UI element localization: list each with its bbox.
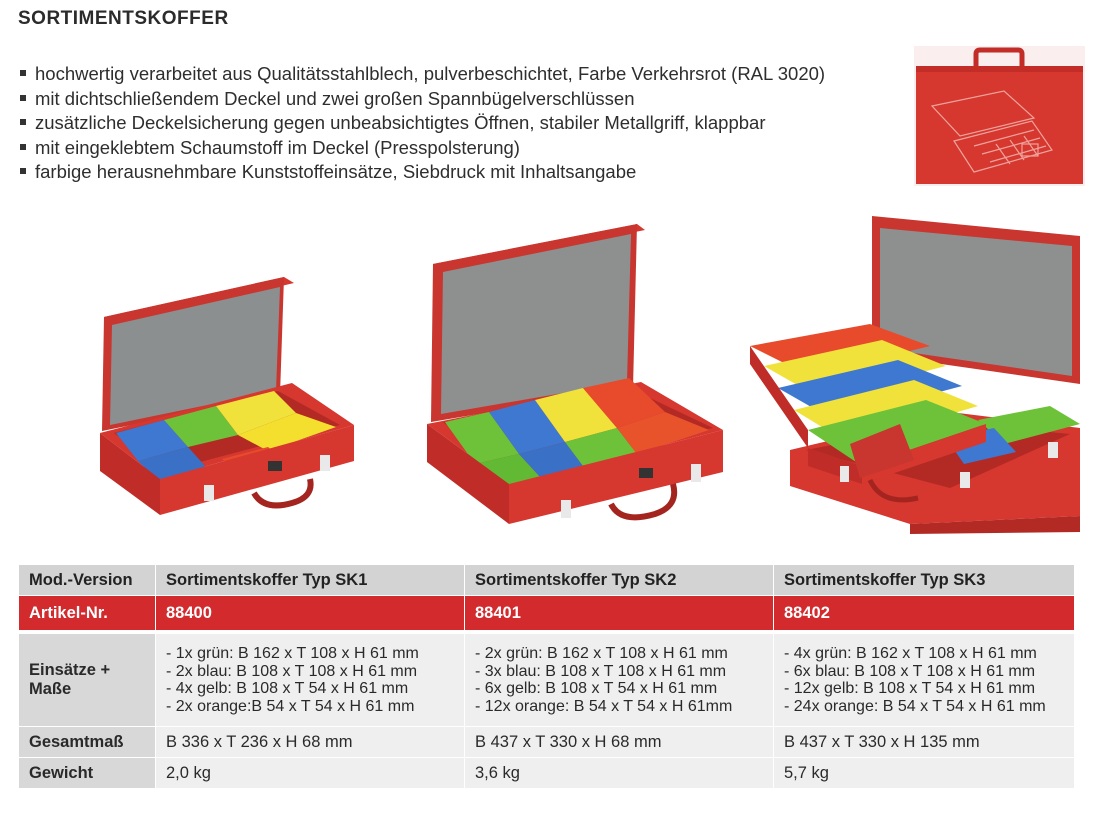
weight-sk2: 3,6 kg [465,758,774,789]
header-sk3: Sortimentskoffer Typ SK3 [774,565,1075,596]
feature-list [20,62,825,185]
case-sk2-image [423,222,725,540]
weight-sk3: 5,7 kg [774,758,1075,789]
bullet-icon [20,144,26,150]
total-size-sk2: B 437 x T 330 x H 68 mm [465,727,774,758]
insert-line: - 6x blau: B 108 x T 108 x H 61 mm [784,662,1036,680]
bullet-icon [20,119,26,125]
inserts-row [19,632,1075,727]
page-title: SORTIMENTSKOFFER [18,8,229,29]
insert-line: - 3x blau: B 108 x T 108 x H 61 mm [475,662,727,680]
feature-item: mit dichtschließendem Deckel und zwei großen Spannbügelverschlüssen [20,87,825,112]
header-label: Mod.-Version [19,565,156,596]
insert-line: - 2x grün: B 162 x T 108 x H 61 mm [475,645,728,662]
insert-line: - 4x gelb: B 108 x T 54 x H 61 mm [166,680,409,697]
bullet-icon [20,95,26,101]
feature-item: mit eingeklebtem Schaumstoff im Deckel (Presspolsterung) [20,136,825,161]
weight-row [19,758,1075,789]
bullet-icon [20,168,26,174]
insert-line: - 6x gelb: B 108 x T 54 x H 61 mm [475,680,718,697]
insert-line: - 1x grün: B 162 x T 108 x H 61 mm [166,645,419,662]
total-size-sk1: B 336 x T 236 x H 68 mm [156,727,465,758]
case-sk1-image [96,275,358,527]
insert-line: - 2x blau: B 108 x T 108 x H 61 mm [166,662,418,680]
header-sk1: Sortimentskoffer Typ SK1 [156,565,465,596]
insert-line: - 2x orange:B 54 x T 54 x H 61 mm [166,697,415,715]
article-row [19,596,1075,633]
inserts-sk1 [156,632,465,727]
closed-case-image [914,46,1085,186]
insert-line: - 12x gelb: B 108 x T 54 x H 61 mm [784,680,1036,697]
feature-item: zusätzliche Deckelsicherung gegen unbeabsichtigtes Öffnen, stabiler Metallgriff, klappbar [20,111,825,136]
weight-sk1: 2,0 kg [156,758,465,789]
insert-line: - 4x grün: B 162 x T 108 x H 61 mm [784,645,1037,662]
article-sk3: 88402 [774,596,1075,633]
spec-table [18,564,1075,789]
article-sk2: 88401 [465,596,774,633]
total-size-row [19,727,1075,758]
total-size-sk3: B 437 x T 330 x H 135 mm [774,727,1075,758]
article-sk1: 88400 [156,596,465,633]
inserts-sk3 [774,632,1075,727]
feature-item: hochwertig verarbeitet aus Qualitätsstahlblech, pulverbeschichtet, Farbe Verkehrsrot (RAL 3020) [20,62,825,87]
inserts-sk2 [465,632,774,727]
feature-item: farbige herausnehmbare Kunststoffeinsätze, Siebdruck mit Inhaltsangabe [20,160,825,185]
case-sk3-image [750,216,1082,534]
table-header-row [19,565,1075,596]
weight-label: Gewicht [19,758,156,789]
header-sk2: Sortimentskoffer Typ SK2 [465,565,774,596]
bullet-icon [20,70,26,76]
insert-line: - 24x orange: B 54 x T 54 x H 61 mm [784,697,1046,715]
inserts-label: Einsätze + Maße [19,632,156,727]
total-size-label: Gesamtmaß [19,727,156,758]
article-label: Artikel-Nr. [19,596,156,633]
insert-line: - 12x orange: B 54 x T 54 x H 61mm [475,697,733,715]
